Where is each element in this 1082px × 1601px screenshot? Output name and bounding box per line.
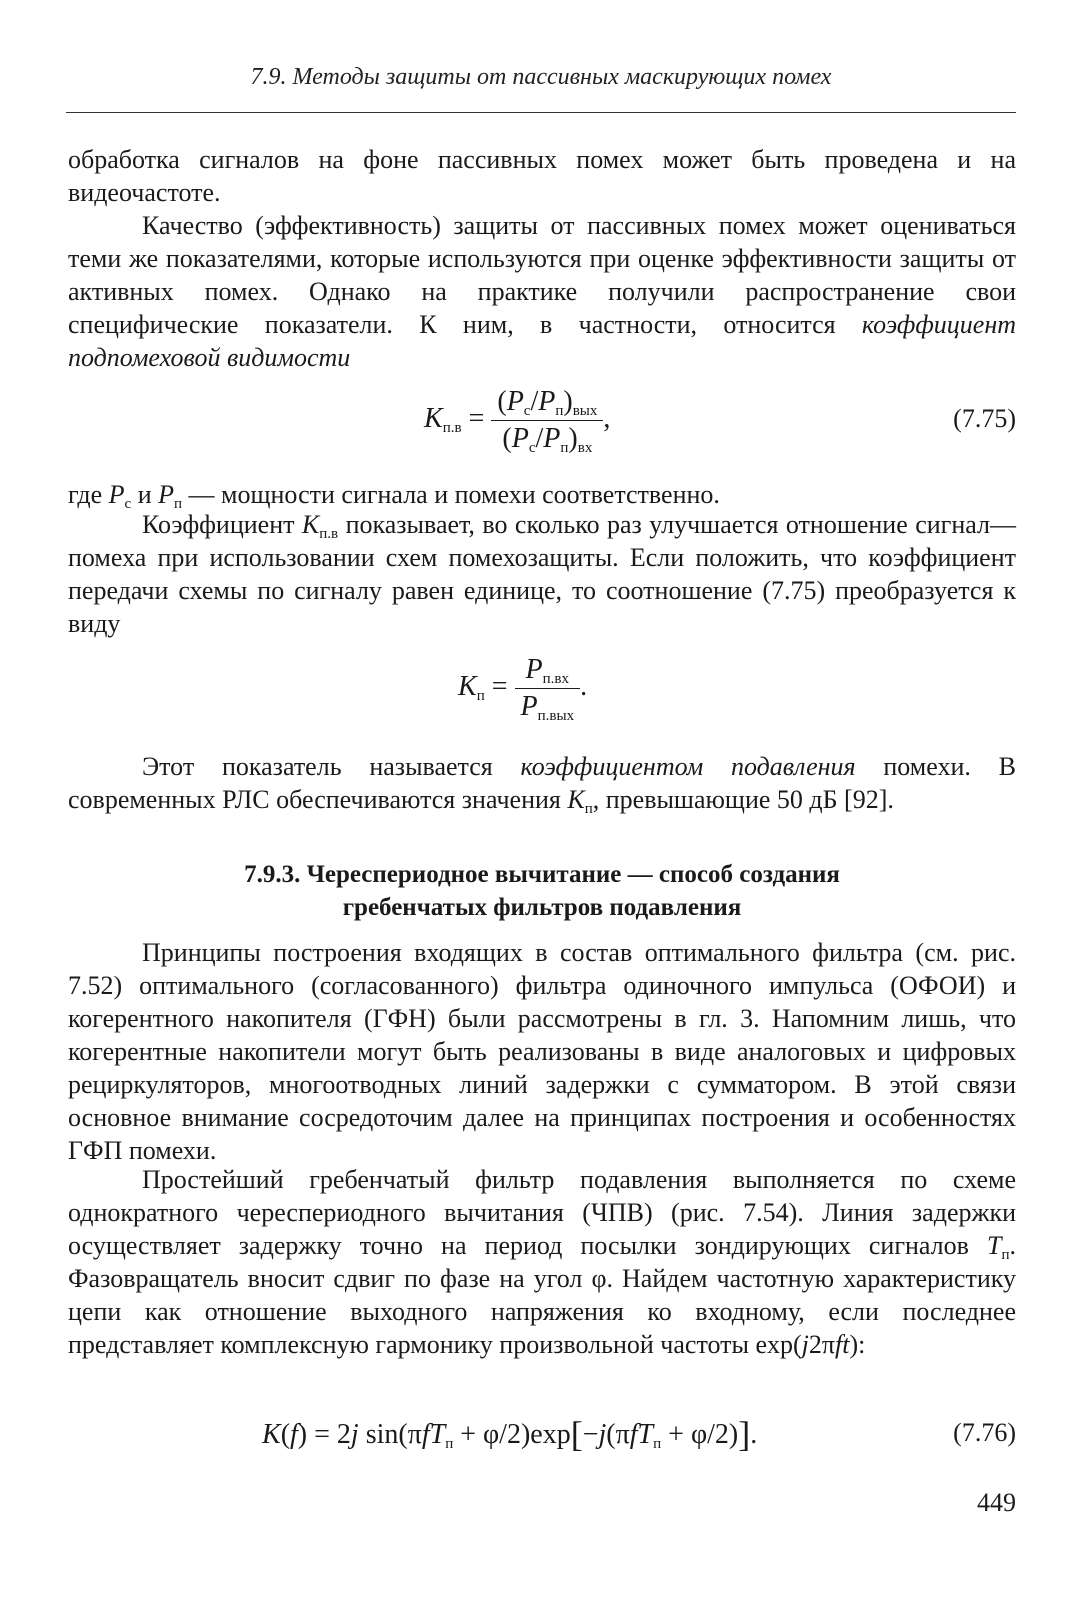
paragraph-2 bbox=[68, 209, 1016, 374]
section-heading-line-2: гребенчатых фильтров подавления bbox=[342, 894, 742, 921]
paragraph-1: обработка сигналов на фоне пассивных помех может быть проведена и на видеочастоте. bbox=[68, 145, 1016, 207]
formula-suppression-fraction: $\frac{P_{п.вх}}{P_{п.вых}}$ bbox=[515, 654, 581, 723]
formula-7-75-fraction: $\frac{(P_с/P_п)_{вых}}{(P_с/P_п)_{вх}}$ bbox=[491, 386, 603, 455]
paragraph-5-text-b: помехи. В современных РЛС обеспечиваются значения $K_п$, превышающие 50 дБ [92]. bbox=[68, 752, 1016, 817]
paragraph-6: Принципы построения входящих в состав оптимального фильтра (см. рис. 7.52) оптимального (согласованного) фильтра одиночного импульса (ОФОИ) и когерентного накопителя (ГФН) были рассмотрены в гл. 3. Напомним лишь, что когерентные накопители могут быть реализованы в виде аналоговых и цифровых рециркуляторов, многоотводных линий задержки с сумматором. В этой связи основное внимание сосредоточим далее на принципах построения и особенностях ГФП помехи. bbox=[68, 938, 1016, 1165]
paragraph-5 bbox=[68, 750, 1016, 816]
formula-7-76: K(f) = 2j sin(πfT$_п$ + φ/2)exp[−j(πfT$_п$ + φ/2)]. bbox=[262, 1414, 758, 1454]
paragraph-2-italic-term: коэффициент подпомеховой видимости bbox=[68, 310, 1016, 372]
paragraph-5-italic-term: коэффициентом подавления bbox=[520, 752, 856, 781]
paragraph-5-text-a: Этот показатель называется bbox=[142, 752, 521, 781]
header-divider bbox=[66, 112, 1016, 113]
equation-number-7-76: (7.76) bbox=[953, 1418, 1016, 1447]
paragraph-4: Коэффициент $K_{п.в}$ показывает, во сколько раз улучшается отношение сигнал—помеха при использовании схем помехозащиты. Если положить, что коэффициент передачи схемы по сигналу равен единице, то соотношение (7.75) преобразуется к виду bbox=[68, 510, 1016, 638]
section-heading-line-1: 7.9.3. Череспериодное вычитание — способ создания bbox=[244, 861, 840, 888]
paragraph-7: Простейший гребенчатый фильтр подавления выполняется по схеме однократного череспериодного вычитания (ЧПВ) (рис. 7.54). Линия задержки осуществляет задержку точно на период посылки зондирующих сигналов $T_п$. Фазовращатель вносит сдвиг по фазе на угол φ. Найдем частотную характеристику цепи как отношение выходного напряжения ко входному, если последнее представляет комплексную гармонику произвольной частоты exp(j2πft): bbox=[68, 1165, 1016, 1359]
paragraph-2-text: Качество (эффективность) защиты от пассивных помех может оцениваться теми же показателями, которые используются при оценке эффективности защиты от активных помех. Однако на практике получили распространение свои специфические показатели. К ним, в частности, относится bbox=[68, 211, 1016, 339]
section-heading bbox=[68, 858, 1016, 924]
running-head: 7.9. Методы защиты от пассивных маскирующих помех bbox=[250, 64, 832, 90]
formula-7-75: $K_{п.в}$ = $\frac{(P_с/P_п)_{вых}}{(P_с/P_п)_{вх}}$ , bbox=[424, 386, 611, 456]
paragraph-3: где $P_с$ и $P_п$ — мощности сигнала и помехи соответственно. bbox=[68, 480, 720, 512]
page-number: 449 bbox=[977, 1488, 1016, 1517]
equation-number-7-75: (7.75) bbox=[953, 404, 1016, 433]
formula-suppression-coefficient: $K_п$ = $\frac{P_{п.вх}}{P_{п.вых}}$ . bbox=[458, 654, 588, 724]
